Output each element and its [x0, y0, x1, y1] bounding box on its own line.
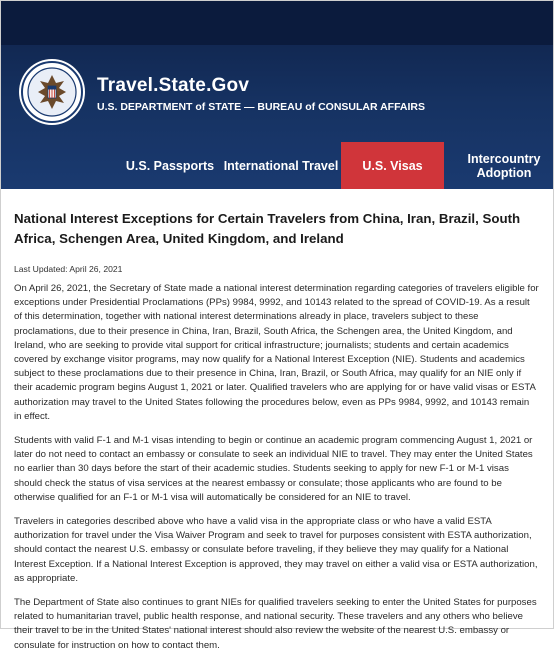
department-subtitle: U.S. DEPARTMENT of STATE — BUREAU of CONSULAR AFFAIRS	[97, 101, 426, 113]
nav-us-passports[interactable]: U.S. Passports	[125, 158, 215, 173]
header-top-band	[1, 1, 553, 45]
site-header	[1, 1, 553, 189]
article-paragraph: Travelers in categories described above who have a valid visa in the appropriate class or who have a valid ESTA authorization for travel under the Visa Waiver Program and seek to travel for purposes consistent with ESTA authorization, should contact the nearest U.S. embassy or consulate before traveling, if they believe they may qualify for a National Interest Exception. If a National Interest Exception is approved, they may travel on either a valid visa or ESTA authorization, as appropriate.	[14, 516, 538, 584]
article-paragraph: On April 26, 2021, the Secretary of State made a national interest determination regarding categories of travelers eligible for exceptions under Presidential Proclamations (PPs) 9984, 9992, and 10143 related to the spread of COVID-19. As a result of this determination, together with national interest determinations already in place, travelers subject to these proclamations, due to their presence in China, Iran, Brazil, South Africa, the Schengen area, the United Kingdom, and Ireland, who are seeking to provide vital support for critical infrastructure; journalists; students and certain academics covered by exchange visitor programs, may now qualify for a National Interest Exception (NIE). Students and academics subject to these proclamations due to their presence in China, Iran, Brazil, or South Africa, may qualify for an NIE only if their academic program begins August 1, 2021 or later. Qualified travelers who are applying for or have valid visas or ESTA authorization may travel to the United States following the procedures below, even as PPs 9984, 9992, and 10143 remain in effect.	[14, 283, 539, 422]
page-title: National Interest Exceptions for Certain Travelers from China, Iran, Brazil, South Africa, Schengen Area, United Kingdom, and Ireland	[14, 211, 521, 246]
article-paragraph: The Department of State also continues to grant NIEs for qualified travelers seeking to enter the United States for purposes related to humanitarian travel, public health response, and national security. These travelers and any others who believe their travel to be in the United States' national interest should also review the website of the nearest U.S. embassy or consulate for instruction on how to contact them.	[14, 597, 537, 651]
article-paragraph: Students with valid F-1 and M-1 visas intending to begin or continue an academic program commencing August 1, 2021 or later do not need to contact an embassy or consulate to seek an individual NIE to travel. They may enter the United States no earlier than 30 days before the start of their academic studies. Students seeking to apply for new F-1 or M-1 visas should check the status of visa services at the nearest embassy or consulate; those applicants who are found to be otherwise qualified for an F-1 or M-1 visa will automatically be considered for an NIE to travel.	[14, 435, 533, 503]
nav-international-travel[interactable]: International Travel	[223, 158, 339, 173]
last-updated: Last Updated: April 26, 2021	[14, 264, 123, 274]
department-of-state-seal-icon[interactable]	[19, 59, 85, 125]
main-nav	[1, 142, 553, 189]
article	[1, 209, 553, 653]
site-brand[interactable]: Travel.State.Gov	[97, 75, 250, 96]
nav-intercountry-adoption[interactable]: Intercountry Adoption	[467, 151, 541, 180]
nav-us-visas[interactable]: U.S. Visas	[341, 142, 444, 189]
